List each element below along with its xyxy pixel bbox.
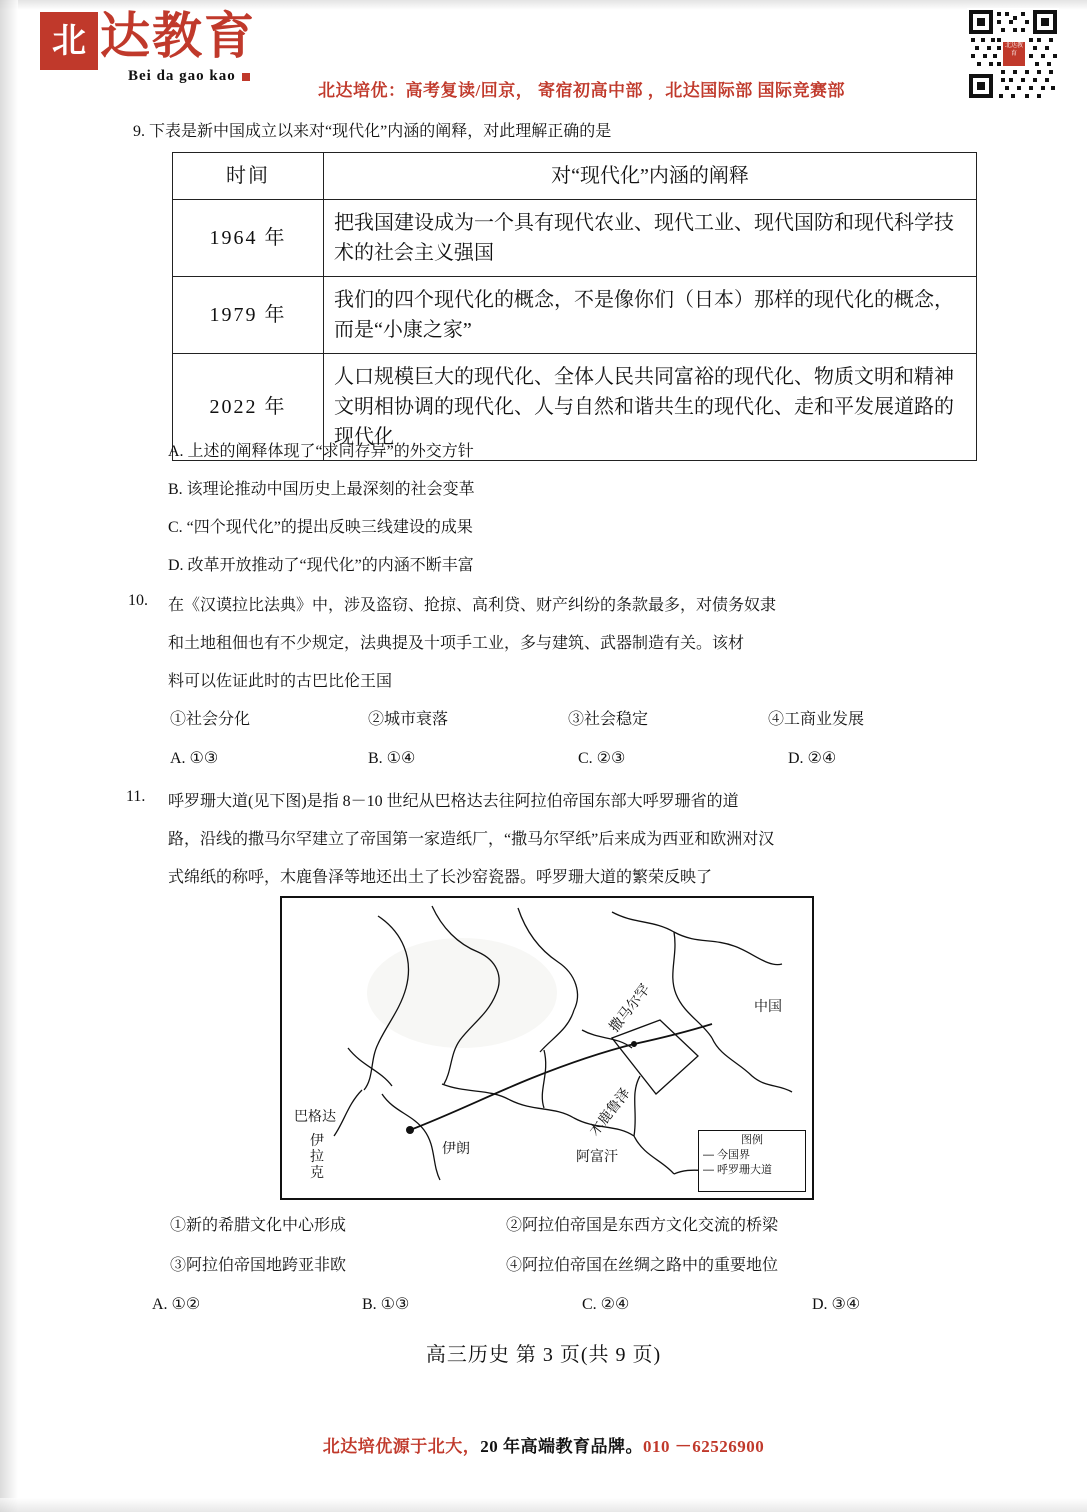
question-9-stem-text: 下表是新中国成立以来对“现代化”内涵的阐释，对此理解正确的是: [149, 123, 612, 140]
table-cell-time: 1979 年: [173, 277, 324, 354]
footer-advertisement: [0, 1432, 1087, 1457]
brand-logo-mark: 北: [40, 12, 98, 70]
question-11-option-b[interactable]: B. ①③: [362, 1296, 410, 1313]
question-10-statement-2: ②城市衰落: [368, 711, 449, 728]
question-11-stem-line-2: 路，沿线的撒马尔罕建立了帝国第一家造纸厂，“撒马尔罕纸”后来成为西亚和欧洲对汉: [168, 831, 775, 848]
header-tagline: 北达培优：高考复读/回京， 寄宿初高中部 ，北达国际部 国际竞赛部: [318, 81, 845, 100]
footer-ad-text-2: 20 年高端教育品牌。: [480, 1437, 643, 1456]
table-cell-time: 2022 年: [173, 354, 324, 461]
table-header-row: [173, 153, 977, 200]
question-10-stem-line-2: 和土地租佃也有不少规定，法典提及十项手工业，多与建筑、武器制造有关。该材: [168, 635, 745, 652]
map-label-china: 中国: [754, 1000, 782, 1015]
table-cell-time: 1964 年: [173, 200, 324, 277]
map-legend-item-road: — 呼罗珊大道: [703, 1164, 773, 1176]
question-9-table: [172, 152, 977, 461]
question-10-statement-4: ④工商业发展: [768, 711, 865, 728]
question-10-number: 10.: [128, 592, 148, 609]
question-10-stem-line-1: 在《汉谟拉比法典》中，涉及盗窃、抢掠、高利贷、财产纠纷的条款最多，对债务奴隶: [168, 597, 777, 614]
question-11-option-a[interactable]: A. ①②: [152, 1296, 201, 1313]
map-legend-item-border: — 今国界: [703, 1149, 751, 1161]
page-footer-label: 高三历史 第 3 页(共 9 页): [425, 1344, 662, 1366]
table-row: [173, 200, 977, 277]
question-10-option-a[interactable]: A. ①③: [170, 750, 219, 767]
footer-ad-text-1: 北达培优源于北大，: [322, 1437, 481, 1456]
map-legend-title: 图例: [741, 1134, 763, 1146]
question-11-stem-line-3: 式绵纸的称呼，木鹿鲁泽等地还出土了长沙窑瓷器。呼罗珊大道的繁荣反映了: [168, 869, 713, 886]
question-10-option-b[interactable]: B. ①④: [368, 750, 416, 767]
footer-ad-phone: 62526900: [692, 1437, 765, 1456]
question-10-option-d[interactable]: D. ②④: [788, 750, 837, 767]
question-9-option-b[interactable]: B. 该理论推动中国历史上最深刻的社会变革: [168, 481, 475, 498]
map-label-samarkand: 撒马尔罕: [607, 982, 654, 1036]
question-11-number: 11.: [126, 788, 146, 805]
question-9-number: 9.: [133, 123, 145, 140]
question-10-statement-1: ①社会分化: [170, 711, 251, 728]
brand-pinyin-text: Bei da gao kao: [128, 68, 236, 84]
table-cell-desc: 我们的四个现代化的概念，不是像你们（日本）那样的现代化的概念，而是“小康之家”: [324, 277, 977, 354]
question-11-statement-4: ④阿拉伯帝国在丝绸之路中的重要地位: [506, 1257, 779, 1274]
table-header-time: 时间: [173, 153, 324, 200]
map-legend: [698, 1130, 806, 1192]
footer-ad-phone-label: 010 －: [643, 1437, 693, 1456]
table-header-desc: 对“现代化”内涵的阐释: [324, 153, 977, 200]
table-row: [173, 277, 977, 354]
map-label-iraq: 伊拉克: [310, 1134, 324, 1181]
map-label-mulu: 木鹿鲁泽: [587, 1086, 634, 1140]
question-9-option-d[interactable]: D. 改革开放推动了“现代化”的内涵不断丰富: [168, 557, 474, 574]
question-11-map: [280, 896, 814, 1200]
question-11-statement-1: ①新的希腊文化中心形成: [170, 1217, 347, 1234]
question-9-stem: [133, 118, 993, 141]
brand-pinyin: [128, 68, 250, 85]
brand-square-icon: [242, 73, 250, 81]
table-cell-desc: 人口规模巨大的现代化、全体人民共同富裕的现代化、物质文明和精神文明相协调的现代化、人与自然和谐共生的现代化、走和平发展道路的现代化: [324, 354, 977, 461]
question-11-option-c[interactable]: C. ②④: [582, 1296, 630, 1313]
question-10-statement-3: ③社会稳定: [568, 711, 649, 728]
question-11-statement-3: ③阿拉伯帝国地跨亚非欧: [170, 1257, 347, 1274]
question-9-option-a[interactable]: A. 上述的阐释体现了“求同存异”的外交方针: [168, 443, 474, 460]
question-9-option-c[interactable]: C. “四个现代化”的提出反映三线建设的成果: [168, 519, 473, 536]
question-11-statement-2: ②阿拉伯帝国是东西方文化交流的桥梁: [506, 1217, 779, 1234]
question-10-stem-line-3: 料可以佐证此时的古巴比伦王国: [168, 673, 393, 690]
table-cell-desc: 把我国建设成为一个具有现代农业、现代工业、现代国防和现代科学技术的社会主义强国: [324, 200, 977, 277]
map-label-baghdad: 巴格达: [294, 1110, 336, 1125]
question-10-option-c[interactable]: C. ②③: [578, 750, 626, 767]
question-11-stem-line-1: 呼罗珊大道(见下图)是指 8－10 世纪从巴格达去往阿拉伯帝国东部大呼罗珊省的道: [168, 793, 739, 810]
scan-edge-bottom: [0, 1498, 1087, 1512]
qr-center-label: 北达教育: [1003, 42, 1025, 66]
map-label-afghanistan: 阿富汗: [576, 1150, 618, 1165]
qr-code-icon: [967, 8, 1059, 100]
question-11-option-d[interactable]: D. ③④: [812, 1296, 861, 1313]
brand-logo-text: 达教育: [100, 6, 256, 65]
scan-edge-left: [0, 0, 18, 1512]
map-label-iran: 伊朗: [442, 1142, 470, 1157]
page-header: [0, 0, 1087, 108]
